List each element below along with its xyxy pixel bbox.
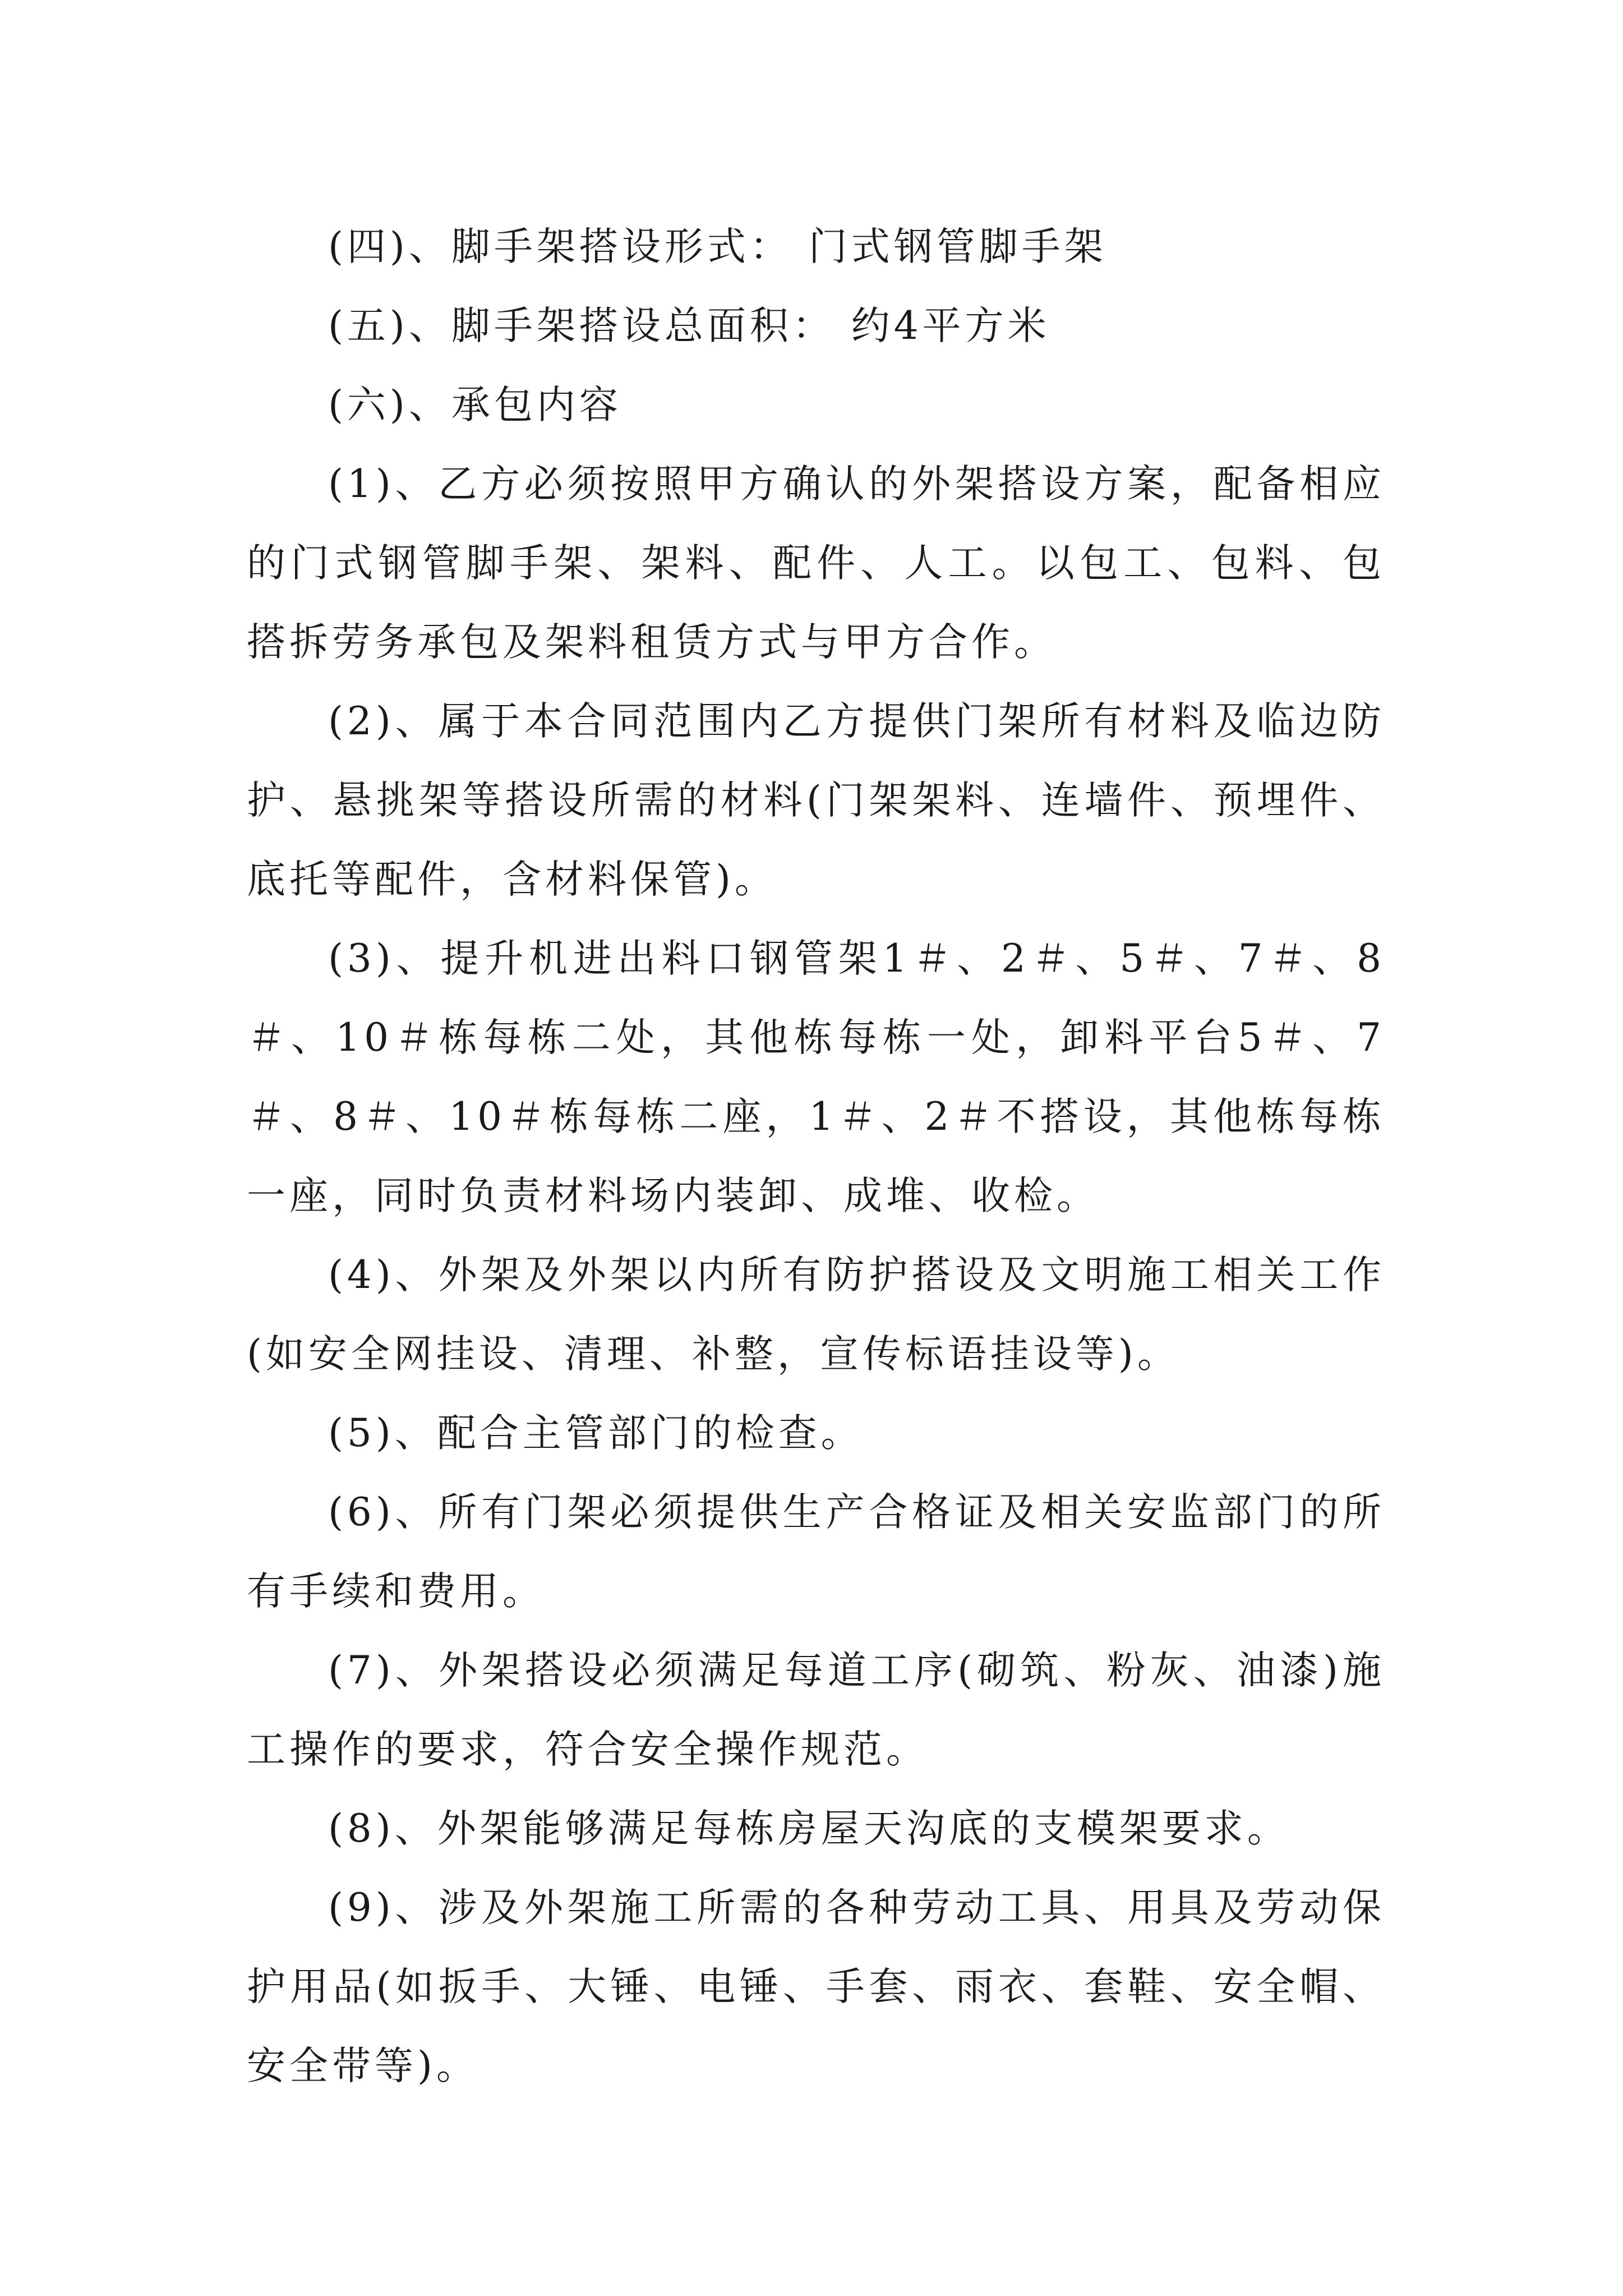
paragraph-scaffold-form: (四)、脚手架搭设形式： 门式钢管脚手架	[328, 224, 1107, 269]
paragraph-item-9: (9)、涉及外架施工所需的各种劳动工具、用具及劳动保护用品(如扳手、大锤、电锤、手套、雨衣、套鞋、安全帽、安全带等)。	[247, 1885, 1385, 2088]
paragraph-item-4: (4)、外架及外架以内所有防护搭设及文明施工相关工作(如安全网挂设、清理、补整，宣传标语挂设等)。	[247, 1253, 1385, 1377]
paragraph-item-2: (2)、属于本合同范围内乙方提供门架所有材料及临边防护、悬挑架等搭设所需的材料(门架架料、连墙件、预埋件、底托等配件，含材料保管)。	[247, 699, 1385, 902]
paragraph-item-7: (7)、外架搭设必须满足每道工序(砌筑、粉灰、油漆)施工操作的要求，符合安全操作规范。	[247, 1648, 1385, 1772]
document-body	[247, 208, 1385, 2106]
paragraph-item-8: (8)、外架能够满足每栋房屋天沟底的支模架要求。	[328, 1806, 1290, 1851]
paragraph-item-1: (1)、乙方必须按照甲方确认的外架搭设方案，配备相应的门式钢管脚手架、架料、配件、人工。以包工、包料、包搭拆劳务承包及架料租赁方式与甲方合作。	[247, 462, 1385, 665]
paragraph-item-6: (6)、所有门架必须提供生产合格证及相关安监部门的所有手续和费用。	[247, 1490, 1385, 1614]
paragraph-item-3: (3)、提升机进出料口钢管架1＃、2＃、5＃、7＃、8＃、10＃栋每栋二处，其他栋每栋一处，卸料平台5＃、7＃、8＃、10＃栋每栋二座，1＃、2＃不搭设，其他栋每栋一座，同时负责材料场内装卸、成堆、收检。	[247, 936, 1385, 1218]
paragraph-contract-scope-heading: (六)、承包内容	[328, 383, 622, 427]
paragraph-item-5: (5)、配合主管部门的检查。	[328, 1411, 864, 1456]
paragraph-scaffold-area: (五)、脚手架搭设总面积： 约4平方米	[328, 303, 1050, 348]
